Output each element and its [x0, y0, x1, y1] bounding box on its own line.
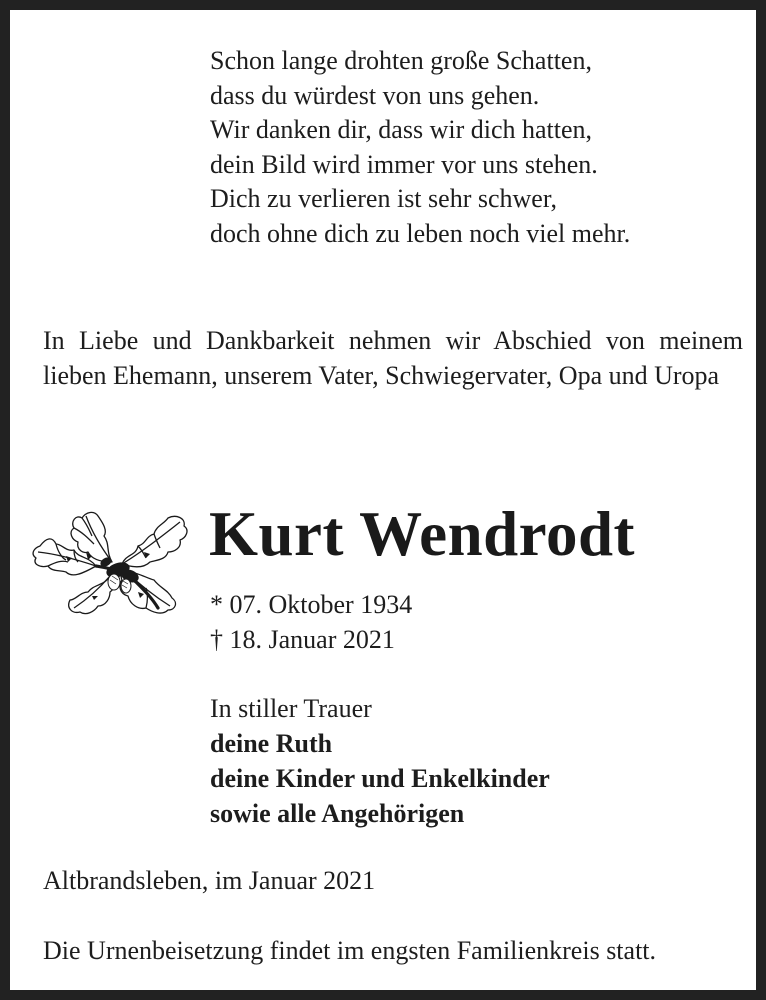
death-date: † 18. Januar 2021 — [210, 625, 395, 654]
poem-line: Schon lange drohten große Schatten, — [210, 46, 592, 75]
deceased-name: Kurt Wendrodt — [209, 499, 635, 569]
mourner: sowie alle Angehörigen — [210, 799, 465, 828]
poem — [210, 44, 750, 251]
intro-text: In Liebe und Dankbarkeit nehmen wir Abschied von meinem lieben Ehemann, unserem Vater, Schwiegervater, Opa und Uropa — [43, 326, 743, 390]
poem-line: doch ohne dich zu leben noch viel mehr. — [210, 218, 631, 248]
birth-date: * 07. Oktober 1934 — [210, 590, 413, 619]
mourner: deine Ruth — [210, 729, 333, 758]
place-and-date: Altbrandsleben, im Januar 2021 — [43, 866, 376, 895]
poem-line: Dich zu verlieren ist sehr schwer, — [210, 184, 557, 213]
poem-line: dein Bild wird immer vor uns stehen. — [210, 149, 598, 179]
mourning-heading: In stiller Trauer — [210, 694, 372, 723]
mourning-block — [210, 691, 550, 831]
burial-notice: Die Urnenbeisetzung findet im engsten Familienkreis statt. — [43, 936, 657, 965]
life-dates — [210, 587, 412, 657]
mourner: deine Kinder und Enkelkinder — [210, 764, 550, 793]
oak-leaves-icon — [26, 496, 192, 618]
poem-line: Wir danken dir, dass wir dich hatten, — [210, 115, 593, 144]
poem-line: dass du würdest von uns gehen. — [210, 80, 540, 110]
